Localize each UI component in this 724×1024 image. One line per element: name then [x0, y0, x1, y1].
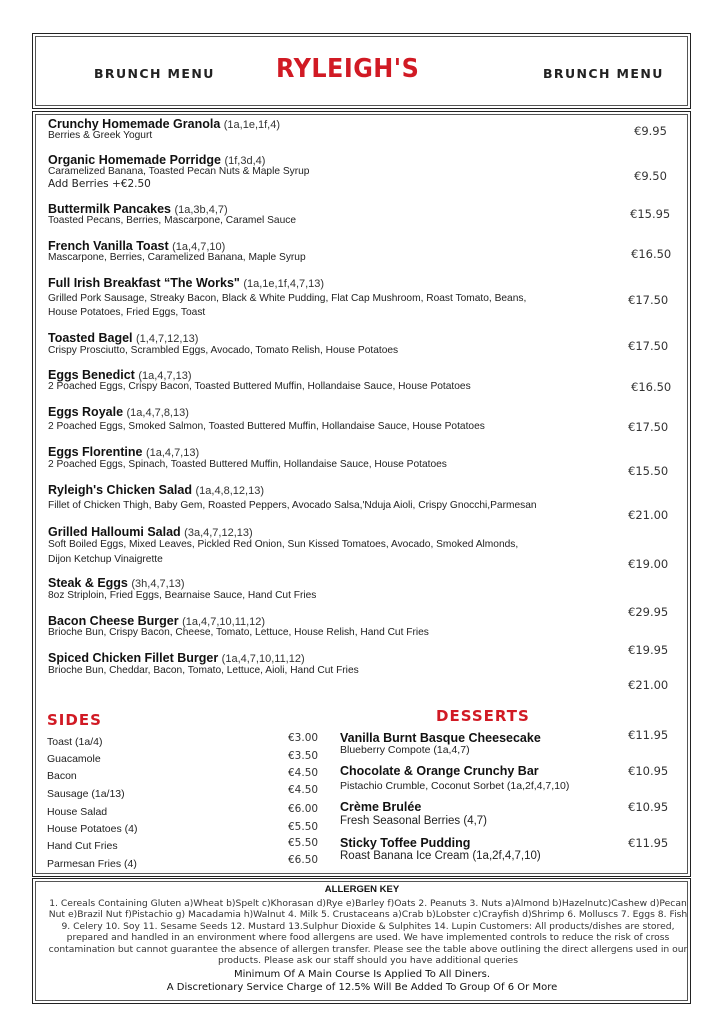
dessert-item-desc: Blueberry Compote (1a,4,7)	[340, 744, 470, 756]
side-item-name: Sausage (1a/13)	[47, 788, 125, 800]
menu-item-price: €21.00	[628, 678, 669, 692]
menu-item-price: €21.00	[628, 508, 669, 522]
menu-item-title: Eggs Royale (1a,4,7,8,13)	[48, 405, 189, 419]
minimum-order-note: Minimum Of A Main Course Is Applied To All Diners.	[233, 969, 491, 980]
menu-item-price: €17.50	[628, 339, 669, 353]
menu-item-desc: Grilled Pork Sausage, Streaky Bacon, Black & White Pudding, Flat Cap Mushroom, Roast Tomato, Beans,	[48, 293, 527, 304]
side-item-price: €6.50	[288, 854, 319, 866]
menu-item-desc: Caramelized Banana, Toasted Pecan Nuts & Maple Syrup	[48, 166, 310, 177]
side-item-price: €4.50	[288, 767, 319, 779]
dessert-item-desc: Pistachio Crumble, Coconut Sorbet (1a,2f,4,7,10)	[340, 780, 570, 792]
menu-item-desc: Soft Boiled Eggs, Mixed Leaves, Pickled Red Onion, Sun Kissed Tomatoes, Avocado, Smoked Almonds,	[48, 539, 519, 550]
side-item-price: €3.00	[288, 732, 319, 744]
menu-item-desc: Crispy Prosciutto, Scrambled Eggs, Avocado, Tomato Relish, House Potatoes	[48, 345, 399, 356]
allergen-title: ALLERGEN KEY	[324, 884, 400, 895]
menu-item-price: €17.50	[628, 420, 669, 434]
side-item-name: Hand Cut Fries	[47, 840, 118, 852]
dessert-item-title: Chocolate & Orange Crunchy Bar	[340, 764, 539, 778]
menu-item-desc-line2: Dijon Ketchup Vinaigrette	[48, 554, 163, 565]
dessert-item-price: €10.95	[628, 800, 669, 814]
side-item-price: €5.50	[288, 837, 319, 849]
menu-item-desc: Mascarpone, Berries, Caramelized Banana, Maple Syrup	[48, 252, 306, 263]
side-item-name: Bacon	[47, 770, 77, 782]
dessert-item-title: Sticky Toffee Pudding	[340, 836, 471, 850]
dessert-item-price: €10.95	[628, 764, 669, 778]
menu-item-extra: Add Berries +€2.50	[48, 178, 151, 190]
menu-item-title: Eggs Florentine (1a,4,7,13)	[48, 445, 200, 459]
menu-item-desc: Brioche Bun, Cheddar, Bacon, Tomato, Lettuce, Aioli, Hand Cut Fries	[48, 665, 359, 676]
menu-item-desc: Fillet of Chicken Thigh, Baby Gem, Roasted Peppers, Avocado Salsa,'Nduja Aioli, Crispy Gnocchi,Parmesan	[48, 500, 537, 511]
menu-item-price: €15.95	[630, 207, 671, 221]
menu-item-title: Buttermilk Pancakes (1a,3b,4,7)	[48, 202, 228, 216]
menu-item-price: €19.95	[628, 643, 669, 657]
dessert-item-price: €11.95	[628, 728, 669, 742]
menu-item-desc-line2: House Potatoes, Fried Eggs, Toast	[48, 307, 206, 318]
menu-item-desc: Toasted Pecans, Berries, Mascarpone, Caramel Sauce	[48, 215, 297, 226]
menu-item-price: €29.95	[628, 605, 669, 619]
menu-item-price: €9.95	[634, 124, 667, 138]
menu-item-desc: 2 Poached Eggs, Crispy Bacon, Toasted Buttered Muffin, Hollandaise Sauce, House Potatoes	[48, 381, 471, 392]
sides-heading: SIDES	[47, 711, 102, 729]
menu-item-title: Ryleigh's Chicken Salad (1a,4,8,12,13)	[48, 483, 264, 497]
dessert-item-price: €11.95	[628, 836, 669, 850]
menu-item-desc: Brioche Bun, Crispy Bacon, Cheese, Tomato, Lettuce, House Relish, Hand Cut Fries	[48, 627, 429, 638]
service-charge-note: A Discretionary Service Charge of 12.5% Will Be Added To Group Of 6 Or More	[166, 982, 558, 993]
menu-item-title: Steak & Eggs (3h,4,7,13)	[48, 576, 185, 590]
menu-item-title: Organic Homemade Porridge (1f,3d,4)	[48, 153, 266, 167]
menu-item-price: €9.50	[634, 169, 667, 183]
menu-item-desc: 2 Poached Eggs, Smoked Salmon, Toasted Buttered Muffin, Hollandaise Sauce, House Potatoes	[48, 421, 485, 432]
menu-item-price: €19.00	[628, 557, 669, 571]
menu-item-title: French Vanilla Toast (1a,4,7,10)	[48, 239, 226, 253]
side-item-name: Guacamole	[47, 753, 101, 765]
dessert-item-desc: Roast Banana Ice Cream (1a,2f,4,7,10)	[340, 850, 541, 862]
menu-item-price: €17.50	[628, 293, 669, 307]
side-item-name: House Salad	[47, 806, 108, 818]
dessert-item-title: Vanilla Burnt Basque Cheesecake	[340, 731, 541, 745]
menu-item-desc: Berries & Greek Yogurt	[48, 130, 153, 141]
menu-item-desc: 2 Poached Eggs, Spinach, Toasted Buttered Muffin, Hollandaise Sauce, House Potatoes	[48, 459, 447, 470]
menu-item-title: Full Irish Breakfast “The Works" (1a,1e,1f,4,7,13)	[48, 276, 325, 290]
menu-item-price: €15.50	[628, 464, 669, 478]
desserts-heading: DESSERTS	[436, 707, 530, 725]
header-left-label: BRUNCH MENU	[94, 66, 215, 81]
side-item-name: Toast (1a/4)	[47, 736, 103, 748]
menu-item-title: Grilled Halloumi Salad (3a,4,7,12,13)	[48, 525, 253, 539]
menu-item-title: Spiced Chicken Fillet Burger (1a,4,7,10,11,12)	[48, 651, 305, 665]
side-item-price: €4.50	[288, 784, 319, 796]
allergen-text: 1. Cereals Containing Gluten a)Wheat b)Spelt c)Khorasan d)Rye e)Barley f)Oats 2. Peanuts 3. Nuts a)Almond b)Hazelnutc)Cashew d)Pecan Nut e)Brazil Nut f)Pistachio g) Macadamia h)Walnut 4. Milk 5. Crustaceans a)Crab b)Lobster c)Crayfish d)Shrimp 6. Molluscs 7. Eggs 8. Fish 9. Celery 10. Soy 11. Sesame Seeds 12. Mustard 13.Sulphur Dioxide & Sulphites 14. Lupin Customers: All products/dishes are stored, prepared and handled in an environment where food allergens are used. We have implemented controls to reduce the risk of cross contamination but cannot guarantee the absence of allergen transfer. Please see the table above outlining the direct allergens used in our products. Please ask our staff should you have additional queries	[48, 898, 688, 967]
brand-logo: RYLEIGH'S	[276, 54, 420, 84]
dessert-item-title: Crème Brulée	[340, 800, 422, 814]
side-item-price: €3.50	[288, 750, 319, 762]
side-item-price: €5.50	[288, 821, 319, 833]
dessert-item-desc: Fresh Seasonal Berries (4,7)	[340, 815, 488, 827]
menu-item-title: Eggs Benedict (1a,4,7,13)	[48, 368, 192, 382]
menu-item-price: €16.50	[631, 247, 672, 261]
header-right-label: BRUNCH MENU	[543, 66, 664, 81]
side-item-price: €6.00	[288, 803, 319, 815]
menu-item-title: Bacon Cheese Burger (1a,4,7,10,11,12)	[48, 614, 266, 628]
menu-item-price: €16.50	[631, 380, 672, 394]
menu-item-desc: 8oz Striploin, Fried Eggs, Bearnaise Sauce, Hand Cut Fries	[48, 590, 317, 601]
menu-item-title: Toasted Bagel (1,4,7,12,13)	[48, 331, 199, 345]
menu-item-title: Crunchy Homemade Granola (1a,1e,1f,4)	[48, 117, 281, 131]
side-item-name: Parmesan Fries (4)	[47, 858, 137, 870]
side-item-name: House Potatoes (4)	[47, 823, 138, 835]
